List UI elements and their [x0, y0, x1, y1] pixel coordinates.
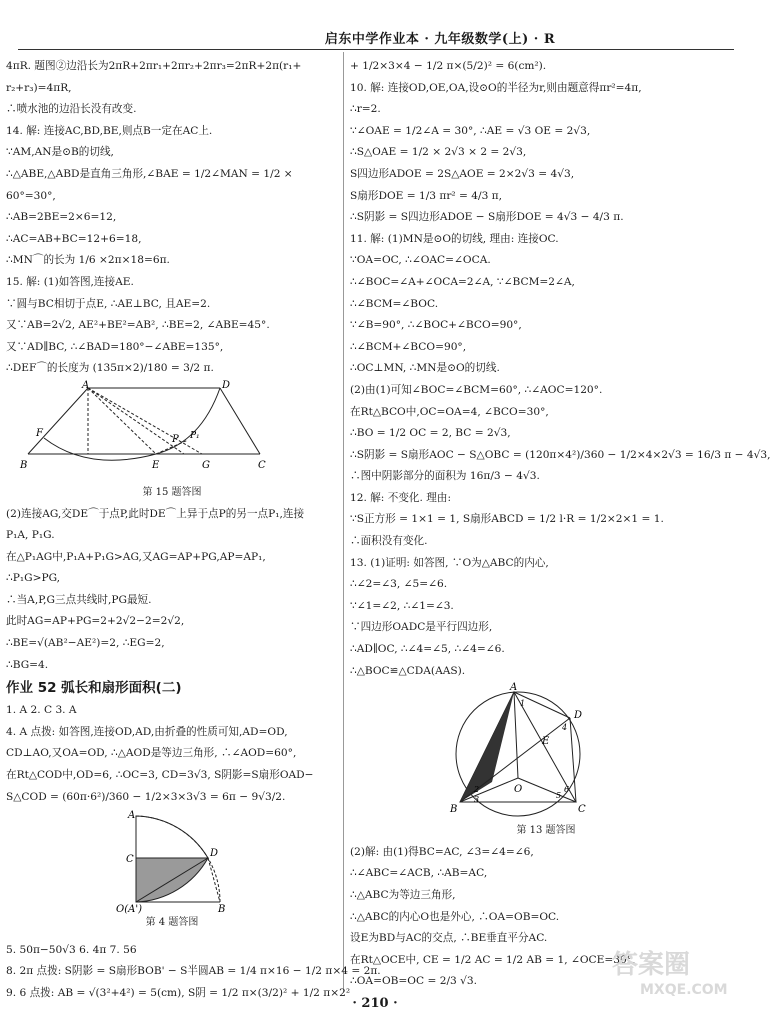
- text-line: CD⊥AO,又OA=OD, ∴△AOD是等边三角形, ∴∠AOD=60°,: [6, 747, 297, 760]
- figure-13-caption: 第 13 题答图: [516, 825, 576, 837]
- text-line: 在Rt△COD中,OD=6, ∴OC=3, CD=3√3, S阴影=S扇形OAD−: [6, 769, 314, 782]
- text-line: 12. 解: 不变化. 理由:: [350, 491, 452, 504]
- text-line: (2)由(1)可知∠BOC=∠BCM=60°, ∴∠AOC=120°.: [350, 383, 603, 396]
- fig15-label-f: F: [36, 427, 43, 439]
- fig13-label-e: E: [542, 736, 550, 748]
- text-line: ∴AC=AB+BC=12+6=18,: [6, 232, 142, 245]
- fig13-angle-4: 4: [562, 723, 568, 733]
- text-line: 4. A 点拨: 如答图,连接OD,AD,由折叠的性质可知,AD=OD,: [6, 725, 288, 738]
- figure-15-caption: 第 15 题答图: [142, 486, 202, 498]
- text-line: ∴OA=OB=OC = 2/3 √3.: [350, 975, 477, 988]
- fig4-label-b: B: [218, 904, 226, 916]
- page-number: · 210 ·: [352, 996, 398, 1011]
- text-line: ∵圆与BC相切于点E, ∴AE⊥BC, 且AE=2.: [6, 297, 211, 310]
- text-line: ∴BE=√(AB²−AE²)=2, ∴EG=2,: [6, 637, 165, 650]
- fig13-label-b: B: [450, 804, 458, 816]
- text-line: ∴∠BCM+∠BCO=90°,: [350, 340, 467, 353]
- text-line: ∴面积没有变化.: [350, 535, 428, 548]
- text-line: 1. A 2. C 3. A: [6, 704, 77, 717]
- text-line: 15. 解: (1)如答图,连接AE.: [6, 275, 134, 288]
- fig15-label-a: A: [82, 379, 90, 391]
- figure-4-caption: 第 4 题答图: [145, 917, 199, 929]
- text-line: 又∵AB=2√2, AE²+BE²=AB², ∴BE=2, ∠ABE=45°.: [6, 319, 270, 332]
- left-lines-c: [6, 700, 338, 808]
- text-line: ∴OC⊥MN, ∴MN是⊙O的切线.: [350, 362, 500, 375]
- watermark-url: MXQE.COM: [640, 982, 728, 998]
- fig4-label-a: A: [128, 810, 136, 822]
- fig15-label-c: C: [258, 459, 266, 471]
- text-line: ∵S正方形 = 1×1 = 1, S扇形ABCD = 1/2 l·R = 1/2×2×1 = 1.: [350, 513, 664, 526]
- text-line: ∴BG=4.: [6, 658, 49, 671]
- text-line: ∵∠OAE = 1/2∠A = 30°, ∴AE = √3 OE = 2√3,: [350, 124, 591, 137]
- text-line: ∵∠1=∠2, ∴∠1=∠3.: [350, 599, 454, 612]
- figure-15-diagram: [6, 380, 338, 482]
- text-line: ∴S△OAE = 1/2 × 2√3 × 2 = 2√3,: [350, 146, 527, 159]
- page-header: 启东中学作业本 · 九年级数学(上) · R: [324, 32, 556, 47]
- text-line: (2)解: 由(1)得BC=AC, ∠3=∠4=∠6,: [350, 845, 534, 858]
- watermark-logo: 答案圈: [612, 950, 691, 980]
- left-lines-a: [6, 56, 338, 380]
- text-line: (2)连接AG,交DE⌒于点P,此时DE⌒上异于点P的另一点P₁,连接: [6, 507, 305, 520]
- text-line: ∴当A,P,G三点共线时,PG最短.: [6, 593, 152, 606]
- text-line: 设E为BD与AC的交点, ∴BE垂直平分AC.: [350, 932, 548, 945]
- text-line: ∴BO = 1/2 OC = 2, BC = 2√3,: [350, 427, 511, 440]
- text-line: ∴S阴影 = S四边形ADOE − S扇形DOE = 4√3 − 4/3 π.: [350, 211, 624, 224]
- left-lines-b: [6, 504, 338, 677]
- text-line: + 1/2×3×4 − 1/2 π×(5/2)² = 6(cm²).: [350, 60, 547, 72]
- fig15-label-g: G: [202, 459, 210, 471]
- figure-4: [6, 808, 338, 916]
- text-line: ∴AB=2BE=2×6=12,: [6, 211, 117, 224]
- fig15-label-b: B: [20, 459, 28, 471]
- text-line: S△COD = (60π·6²)/360 − 1/2×3×3√3 = 6π − 9√3/2.: [6, 790, 286, 803]
- text-line: ∴△BOC≌△CDA(AAS).: [350, 664, 466, 677]
- text-line: S扇形DOE = 1/3 πr² = 4/3 π,: [350, 189, 503, 202]
- text-line: r₂+r₃)=4πR,: [6, 81, 72, 94]
- text-line: 在△P₁AG中,P₁A+P₁G>AG,又AG=AP+PG,AP=AP₁,: [6, 550, 266, 563]
- text-line: 又∵AD∥BC, ∴∠BAD=180°−∠ABE=135°,: [6, 340, 224, 353]
- text-line: ∴∠ABC=∠ACB, ∴AB=AC,: [350, 867, 488, 880]
- text-line: 4πR. 题图②边沿长为2πR+2πr₁+2πr₂+2πr₃=2πR+2π(r₁+: [6, 60, 302, 72]
- text-line: ∴AD∥OC, ∴∠4=∠5, ∴∠4=∠6.: [350, 643, 505, 656]
- section-title: 作业 52 弧长和扇形面积(二): [6, 680, 182, 697]
- text-line: ∴图中阴影部分的面积为 16π/3 − 4√3.: [350, 470, 540, 483]
- text-line: ∵AM,AN是⊙B的切线,: [6, 146, 114, 159]
- text-line: 在Rt△OCE中, CE = 1/2 AC = 1/2 AB = 1, ∠OCE=30°,: [350, 953, 636, 966]
- text-line: ∵OA=OC, ∴∠OAC=∠OCA.: [350, 254, 491, 267]
- fig13-angle-1: 1: [520, 699, 526, 709]
- figure-4-diagram: [6, 808, 338, 916]
- text-line: ∴△ABE,△ABD是直角三角形,∠BAE = 1/2∠MAN = 1/2 ×: [6, 167, 293, 180]
- text-line: 13. (1)证明: 如答图, ∵O为△ABC的内心,: [350, 556, 549, 569]
- text-line: 在Rt△BCO中,OC=OA=4, ∠BCO=30°,: [350, 405, 549, 418]
- fig13-angle-3: 3: [474, 795, 480, 805]
- text-line: 10. 解: 连接OD,OE,OA,设⊙O的半径为r,则由题意得πr²=4π,: [350, 81, 642, 94]
- right-lines-a: [350, 56, 771, 682]
- fig4-label-d: D: [210, 848, 219, 860]
- text-line: ∵四边形OADC是平行四边形,: [350, 621, 493, 634]
- column-divider: [343, 52, 344, 992]
- text-line: ∴∠BCM=∠BOC.: [350, 297, 439, 310]
- text-line: ∴∠2=∠3, ∠5=∠6.: [350, 578, 448, 591]
- fig15-label-e: E: [152, 459, 160, 471]
- text-line: ∴∠BOC=∠A+∠OCA=2∠A, ∵∠BCM=2∠A,: [350, 275, 575, 288]
- text-line: 此时AG=AP+PG=2+2√2−2=2√2,: [6, 615, 185, 628]
- fig4-label-c: C: [126, 854, 134, 866]
- fig15-label-p1: P₁: [190, 430, 200, 441]
- fig13-label-c: C: [578, 804, 586, 816]
- text-line: ∵∠B=90°, ∴∠BOC+∠BCO=90°,: [350, 319, 522, 332]
- text-line: 60°=30°,: [6, 189, 56, 202]
- fig13-angle-2: 2: [474, 785, 480, 795]
- left-column: [6, 56, 381, 1005]
- fig13-label-o: O: [514, 784, 523, 796]
- fig4-label-o: O(A'): [116, 904, 142, 916]
- fig13-angle-6: 6: [564, 785, 570, 795]
- figure-13: [350, 682, 742, 820]
- fig15-label-p: P: [172, 433, 179, 445]
- header-rule: [18, 49, 734, 50]
- text-line: ∴△ABC为等边三角形,: [350, 889, 456, 901]
- text-line: ∴喷水池的边沿长没有改变.: [6, 103, 137, 116]
- figure-13-diagram: [350, 682, 742, 820]
- text-line: ∴P₁G>PG,: [6, 572, 61, 585]
- fig15-label-d: D: [222, 379, 231, 391]
- text-line: 14. 解: 连接AC,BD,BE,则点B一定在AC上.: [6, 124, 213, 137]
- text-line: 9. 6 点拨: AB = √(3²+4²) = 5(cm), S阴 = 1/2 π×(3/2)² + 1/2 π×2²: [6, 987, 351, 999]
- text-line: ∴DEF⌒的长度为 (135π×2)/180 = 3/2 π.: [6, 362, 214, 375]
- text-line: P₁A, P₁G.: [6, 529, 55, 542]
- text-line: 11. 解: (1)MN是⊙O的切线, 理由: 连接OC.: [350, 232, 559, 245]
- left-lines-d: [6, 940, 381, 1005]
- text-line: ∴MN⌒的长为 1/6 ×2π×18=6π.: [6, 254, 170, 267]
- text-line: S四边形ADOE = 2S△AOE = 2×2√3 = 4√3,: [350, 167, 575, 180]
- text-line: ∴S阴影 = S扇形AOC − S△OBC = (120π×4²)/360 − 1/2×4×2√3 = 16/3 π − 4√3,: [350, 448, 771, 461]
- text-line: 8. 2π 点拨: S阴影 = S扇形BOB' − S半圆AB = 1/4 π×16 − 1/2 π×4 = 2π.: [6, 965, 381, 978]
- text-line: ∴△ABC的内心O也是外心, ∴OA=OB=OC.: [350, 910, 560, 923]
- fig13-angle-5: 5: [556, 791, 562, 801]
- fig13-label-d: D: [574, 710, 583, 722]
- text-line: 5. 50π−50√3 6. 4π 7. 56: [6, 943, 137, 956]
- text-line: ∴r=2.: [350, 103, 381, 116]
- fig13-label-a: A: [510, 682, 518, 694]
- figure-15: [6, 380, 338, 482]
- right-column: [350, 56, 771, 993]
